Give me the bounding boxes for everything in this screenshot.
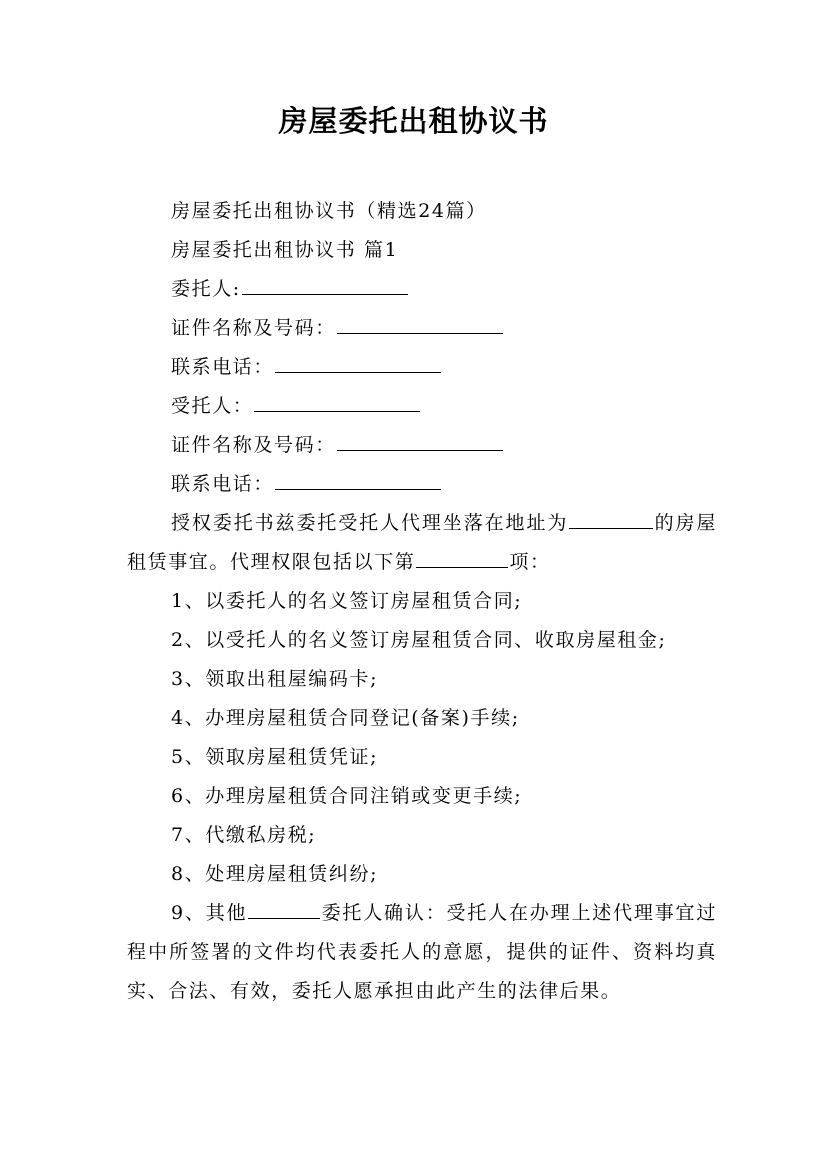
blank-line [416,550,508,568]
field-principal [127,270,717,309]
list-item: 6、办理房屋租赁合同注销或变更手续; [171,785,523,807]
blank-line [569,511,653,529]
item-9-paragraph [127,894,717,1011]
blank-line [275,472,441,490]
subtitle-line: 房屋委托出租协议书（精选24篇） [171,200,487,222]
auth-text-3: 项： [509,551,551,573]
field-agent-phone [127,465,717,504]
field-principal-id [127,309,717,348]
blank-line [337,433,503,451]
auth-text-1: 授权委托书兹委托受托人代理坐落在地址为 [171,512,569,534]
list-item: 8、处理房屋租赁纠纷; [171,863,379,885]
blank-line [242,277,408,295]
field-label: 证件名称及号码： [171,434,336,456]
field-label: 证件名称及号码： [171,317,336,339]
list-item: 4、办理房屋租赁合同登记(备案)手续; [171,707,520,729]
field-label: 联系电话： [171,473,275,495]
list-item: 1、以委托人的名义签订房屋租赁合同; [171,590,523,612]
section-heading: 房屋委托出租协议书 篇1 [171,239,399,261]
field-principal-phone [127,348,717,387]
list-item: 2、以受托人的名义签订房屋租赁合同、收取房屋租金; [171,629,667,651]
document-title: 房屋委托出租协议书 [278,104,549,138]
authorization-paragraph [127,504,717,582]
field-label: 受托人： [171,395,254,417]
document-body [127,192,717,1011]
list-item: 3、领取出租屋编码卡; [171,668,379,690]
blank-line [254,394,420,412]
blank-line [337,316,503,334]
item9-prefix: 9、其他 [171,902,248,924]
list-item: 5、领取房屋租赁凭证; [171,746,379,768]
field-label: 委托人: [171,278,241,300]
field-agent-id [127,426,717,465]
blank-line [248,901,320,919]
field-agent [127,387,717,426]
auth-text-2: 的房屋租赁事宜。代理权限包括以下第 [127,512,717,573]
field-label: 联系电话： [171,356,275,378]
item9-text: 委托人确认：受托人在办理上述代理事宜过程中所签署的文件均代表委托人的意愿，提供的证件、资料均真实、合法、有效，委托人愿承担由此产生的法律后果。 [127,902,717,1002]
blank-line [275,355,441,373]
list-item: 7、代缴私房税; [171,824,317,846]
